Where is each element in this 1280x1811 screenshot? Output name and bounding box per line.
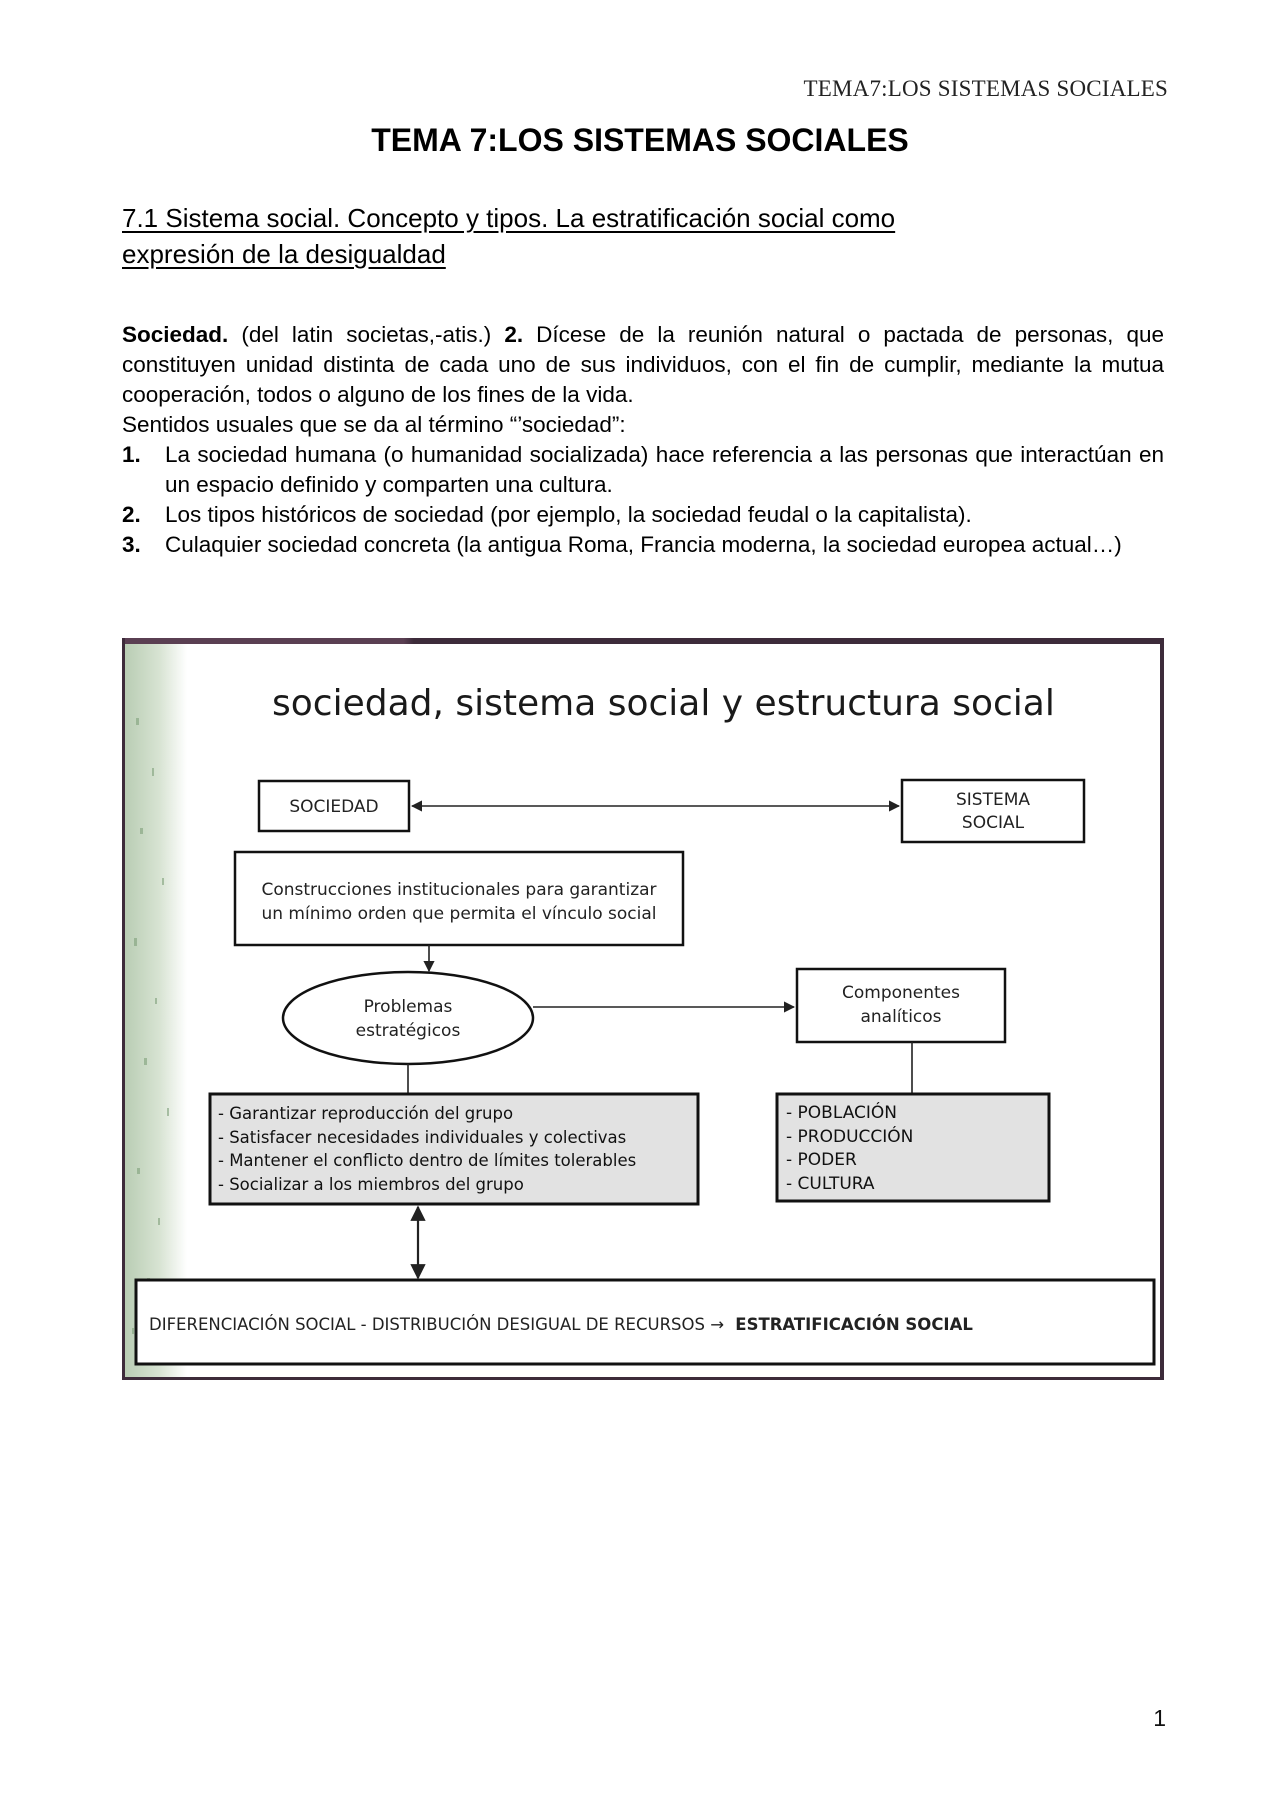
definition-text: Dícese de la reunión natural o pactada de personas, que constituyen unidad distinta de cada uno de sus individuos, con el fin de cumplir, mediante la mutua cooperación, todos o alguno de los fines de la vida. <box>122 322 1164 407</box>
list-item <box>122 440 1164 500</box>
problems-list-item-1: - Garantizar reproducción del grupo <box>218 1104 514 1123</box>
definition-sense-number: 2. <box>504 322 524 347</box>
definition-term: Sociedad. <box>122 322 229 347</box>
construcciones-line-2: un mínimo orden que permita el vínculo social <box>261 904 657 924</box>
slide-bottom-edge <box>122 1377 1164 1380</box>
sistema-label-line-2: SOCIAL <box>961 813 1025 833</box>
diagram-title: sociedad, sistema social y estructura social <box>272 683 1055 724</box>
problems-list-item-2: - Satisfacer necesidades individuales y colectivas <box>218 1128 627 1147</box>
page-title: TEMA 7:LOS SISTEMAS SOCIALES <box>371 122 909 158</box>
list-item-number: 3. <box>122 532 141 557</box>
list-item-text: Los tipos históricos de sociedad (por ejemplo, la sociedad feudal o la capitalista). <box>165 502 972 527</box>
stratification-text <box>149 1315 973 1334</box>
list-item <box>122 530 1164 560</box>
slide-left-edge <box>122 638 125 1380</box>
section-heading <box>122 200 1122 272</box>
list-item <box>122 500 1164 530</box>
problemas-line-2: estratégicos <box>355 1021 461 1041</box>
sistema-label-line-1: SISTEMA <box>955 790 1031 810</box>
list-item-text: Culaquier sociedad concreta (la antigua Roma, Francia moderna, la sociedad europea actual…) <box>165 532 1122 557</box>
diagram-figure <box>122 638 1164 1380</box>
componentes-line-2: analíticos <box>860 1007 942 1027</box>
body-text <box>122 320 1164 560</box>
stratification-text-strong: ESTRATIFICACIÓN SOCIAL <box>735 1315 973 1334</box>
components-list-item-2: - PRODUCCIÓN <box>786 1127 914 1147</box>
list-item-text: La sociedad humana (o humanidad socializada) hace referencia a las personas que interactúan en un espacio definido y comparten una cultura. <box>165 442 1164 497</box>
list-item-number: 1. <box>122 442 141 467</box>
diagram-svg <box>122 638 1164 1380</box>
components-list-item-4: - CULTURA <box>786 1174 875 1194</box>
components-list-item-1: - POBLACIÓN <box>786 1103 898 1123</box>
componentes-box <box>797 969 1005 1042</box>
section-heading-line-2: expresión de la desigualdad <box>122 239 446 269</box>
problems-list-item-3: - Mantener el conflicto dentro de límites tolerables <box>218 1151 637 1170</box>
senses-list <box>122 440 1164 560</box>
problems-list-item-4: - Socializar a los miembros del grupo <box>218 1175 524 1194</box>
construcciones-line-1: Construcciones institucionales para garantizar <box>261 880 657 900</box>
slide-top-bar <box>122 638 1164 644</box>
list-item-number: 2. <box>122 502 141 527</box>
sociedad-label: SOCIEDAD <box>289 797 379 817</box>
components-list-item-3: - PODER <box>786 1150 857 1170</box>
slide-decorative-strip <box>125 644 187 1377</box>
definition-etymology: (del latin societas,-atis.) <box>228 322 505 347</box>
definition-paragraph <box>122 320 1164 410</box>
slide-right-edge <box>1160 638 1164 1380</box>
problemas-line-1: Problemas <box>363 997 453 1017</box>
problemas-ellipse <box>283 972 533 1064</box>
stratification-text-main: DIFERENCIACIÓN SOCIAL - DISTRIBUCIÓN DESIGUAL DE RECURSOS → <box>149 1315 725 1334</box>
slide-background <box>122 638 1164 1380</box>
section-heading-line-1: 7.1 Sistema social. Concepto y tipos. La estratificación social como <box>122 203 896 233</box>
running-header: TEMA7:LOS SISTEMAS SOCIALES <box>803 76 1168 101</box>
senses-intro: Sentidos usuales que se da al término “’sociedad”: <box>122 412 626 437</box>
componentes-line-1: Componentes <box>841 983 961 1003</box>
page-number: 1 <box>1153 1705 1166 1731</box>
